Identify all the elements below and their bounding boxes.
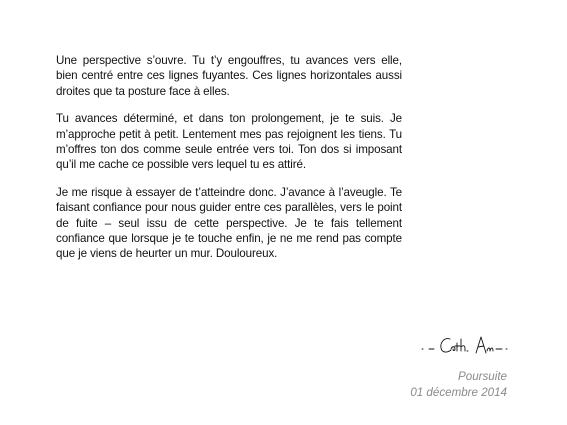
poem-paragraph-1: Une perspective s’ouvre. Tu t’y engouffres, tu avances vers elle, bien centré entre ces lignes fuyantes. Ces lignes horizontales aussi droites que ta posture face à elles. <box>56 54 402 98</box>
caption-title: Poursuite <box>458 370 507 383</box>
caption <box>410 369 507 400</box>
caption-date: 01 décembre 2014 <box>410 385 507 399</box>
handwritten-signature <box>420 327 520 367</box>
poem-paragraph-3: Je me risque à essayer de t’atteindre donc. J’avance à l’aveugle. Te faisant confiance pour nous guider entre ces parallèles, vers le point de fuite – seul issu de cette perspective. Je te fais tellement confiance que lorsque je te touche enfin, je ne me rend pas compte que je viens de heurter un mur. Douloureux. <box>56 185 402 261</box>
poem-text <box>56 53 402 274</box>
poem-paragraph-2: Tu avances déterminé, et dans ton prolongement, je te suis. Je m’approche petit à petit. Lentement mes pas rejoignent les tiens. Tu m’offres ton dos comme seule entrée vers toi. Ton dos si imposant qu’il me cache ce possible vers lequel tu es attiré. <box>56 112 402 172</box>
